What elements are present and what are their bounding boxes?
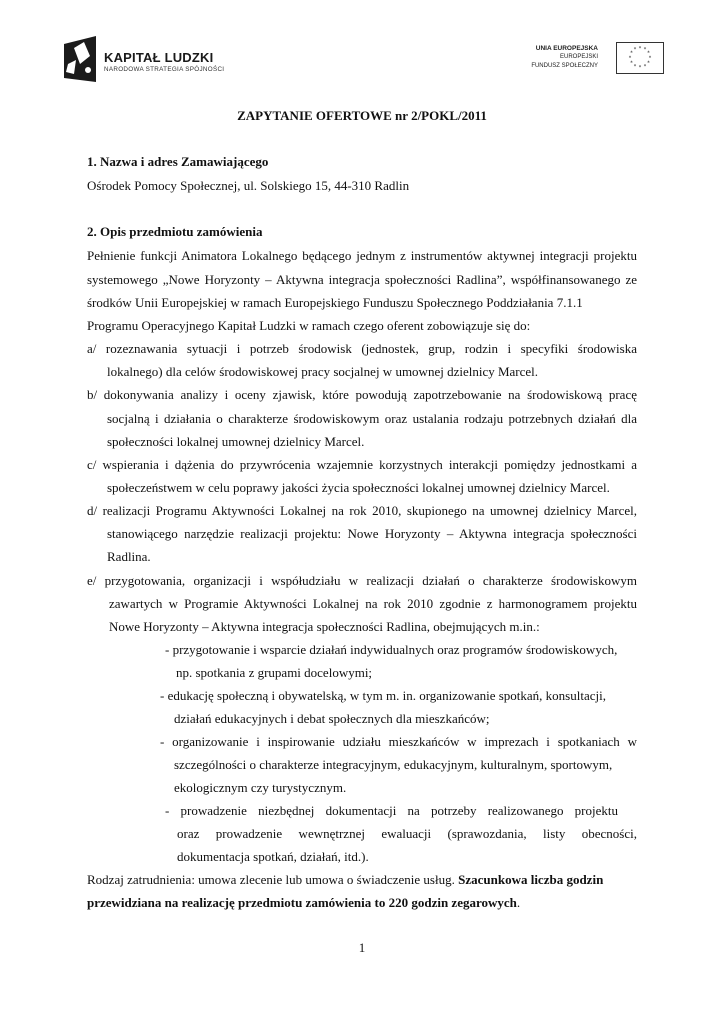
svg-text:*: * [643, 47, 647, 53]
eu-label [531, 44, 598, 71]
sub-item-cont: ekologicznym czy turystycznym. [174, 780, 347, 795]
svg-text:*: * [633, 64, 637, 70]
svg-text:*: * [638, 65, 642, 71]
eu-line-1: UNIA EUROPEJSKA [535, 45, 598, 52]
sub-item: - przygotowanie i wsparcie działań indywidualnych oraz programów środowiskowych, [165, 642, 618, 657]
list-item-a-cont: lokalnego) dla celów środowiskowej pracy socjalnej w umownej dzielnicy Marcel. [107, 364, 539, 379]
list-item-c: c/ wspierania i dążenia do przywrócenia wzajemnie korzystnych interakcji pomiędzy jednostkami a [87, 457, 637, 472]
svg-text:*: * [630, 50, 633, 57]
eu-flag-icon [616, 42, 664, 74]
employment-plain: Rodzaj zatrudnienia: umowa zlecenie lub umowa o świadczenie usług. [87, 872, 459, 887]
intro-line: środków Unii Europejskiej w ramach Europejskiego Funduszu Społecznego Poddziałania 7.1.1 [87, 295, 583, 310]
list-item-e-cont: Nowe Horyzonty – Aktywna integracja społeczności Radlina, obejmujących m.in.: [109, 619, 540, 634]
sub-item-cont: działań edukacyjnych i debat społecznych dla mieszkańców; [174, 711, 490, 726]
list-item-d-cont: stanowiącego narzędzie realizacji projektu: Nowe Horyzonty – Aktywna integracja społeczności [107, 526, 637, 541]
intro-line: Programu Operacyjnego Kapitał Ludzki w ramach czego oferent zobowiązuje się do: [87, 318, 531, 333]
svg-text:*: * [647, 50, 650, 57]
sub-item-cont: dokumentacja spotkań, działań, itd.). [177, 849, 369, 864]
intro-line: Pełnienie funkcji Animatora Lokalnego będącego jednym z instrumentów aktywnej integracji projektu [87, 248, 637, 263]
employment-line-2 [87, 895, 520, 911]
svg-text:*: * [643, 64, 647, 70]
employment-bold: Szacunkowa liczba godzin [458, 872, 604, 887]
svg-text:*: * [628, 55, 632, 62]
svg-text:*: * [638, 46, 642, 52]
section-2-heading: 2. Opis przedmiotu zamówienia [87, 224, 263, 239]
svg-text:*: * [633, 47, 637, 53]
intro-line: systemowego „Nowe Horyzonty – Aktywna integracja społeczności Radlina”, współfinansowanego ze [87, 272, 637, 287]
kapital-ludzki-subtitle: NARODOWA STRATEGIA SPÓJNOŚCI [104, 66, 225, 73]
eu-line-3: FUNDUSZ SPOŁECZNY [531, 63, 598, 69]
list-item-c-cont: społeczeństwem w celu poprawy jakości życia społeczności lokalnej umownej dzielnicy Marcel. [107, 480, 610, 495]
page-number: 1 [358, 940, 366, 955]
employment-end: . [516, 895, 521, 910]
svg-text:*: * [630, 60, 633, 67]
sub-item-cont: np. spotkania z grupami docelowymi; [176, 665, 373, 680]
sub-item-cont: oraz prowadzenie wewnętrznej ewaluacji (sprawozdania, listy obecności, [177, 826, 637, 841]
list-item-d-cont: Radlina. [107, 549, 151, 564]
svg-text:*: * [648, 55, 652, 62]
kapital-ludzki-logo-icon [60, 34, 100, 84]
employment-bold-2: przewidziana na realizację przedmiotu zamówienia to 220 godzin zegarowych [87, 895, 517, 910]
list-item-b-cont: społeczności lokalnej umownej dzielnicy Marcel. [107, 434, 365, 449]
list-item-e: e/ przygotowania, organizacji i współudziału w realizacji działań o charakterze środowiskowym [87, 573, 637, 588]
list-item-a: a/ rozeznawania sytuacji i potrzeb środowisk (jednostek, grup, rodzin i specyfiki środowiska [87, 341, 637, 356]
sub-item: - organizowanie i inspirowanie udziału mieszkańców w imprezach i spotkaniach w [160, 734, 637, 749]
list-item-b: b/ dokonywania analizy i oceny zjawisk, które powodują zapotrzebowanie na środowiskową pracę [87, 387, 637, 402]
list-item-d: d/ realizacji Programu Aktywności Lokalnej na rok 2010, skupionego na umownej dzielnicy Marcel, [87, 503, 637, 518]
list-item-e-cont: zawartych w Programie Aktywności Lokalnej na rok 2010 zgodnie z harmonogramem projektu [109, 596, 637, 611]
section-1-address: Ośrodek Pomocy Społecznej, ul. Solskiego 15, 44-310 Radlin [87, 178, 410, 193]
employment-line [87, 872, 603, 888]
sub-item: - prowadzenie niezbędnej dokumentacji na potrzeby realizowanego projektu [165, 803, 618, 818]
list-item-b-cont: socjalną i działania o charakterze środowiskowym oraz ustalania rodzaju potrzebnych działań dla [107, 411, 637, 426]
kapital-ludzki-title: KAPITAŁ LUDZKI [104, 50, 214, 65]
svg-text:*: * [647, 60, 650, 67]
eu-line-2: EUROPEJSKI [559, 54, 598, 60]
sub-item: - edukację społeczną i obywatelską, w tym m. in. organizowanie spotkań, konsultacji, [160, 688, 606, 703]
section-1-heading: 1. Nazwa i adres Zamawiającego [87, 154, 269, 169]
document-title: ZAPYTANIE OFERTOWE nr 2/POKL/2011 [237, 108, 487, 123]
sub-item-cont: szczególności o charakterze integracyjnym, edukacyjnym, kulturalnym, sportowym, [174, 757, 613, 772]
